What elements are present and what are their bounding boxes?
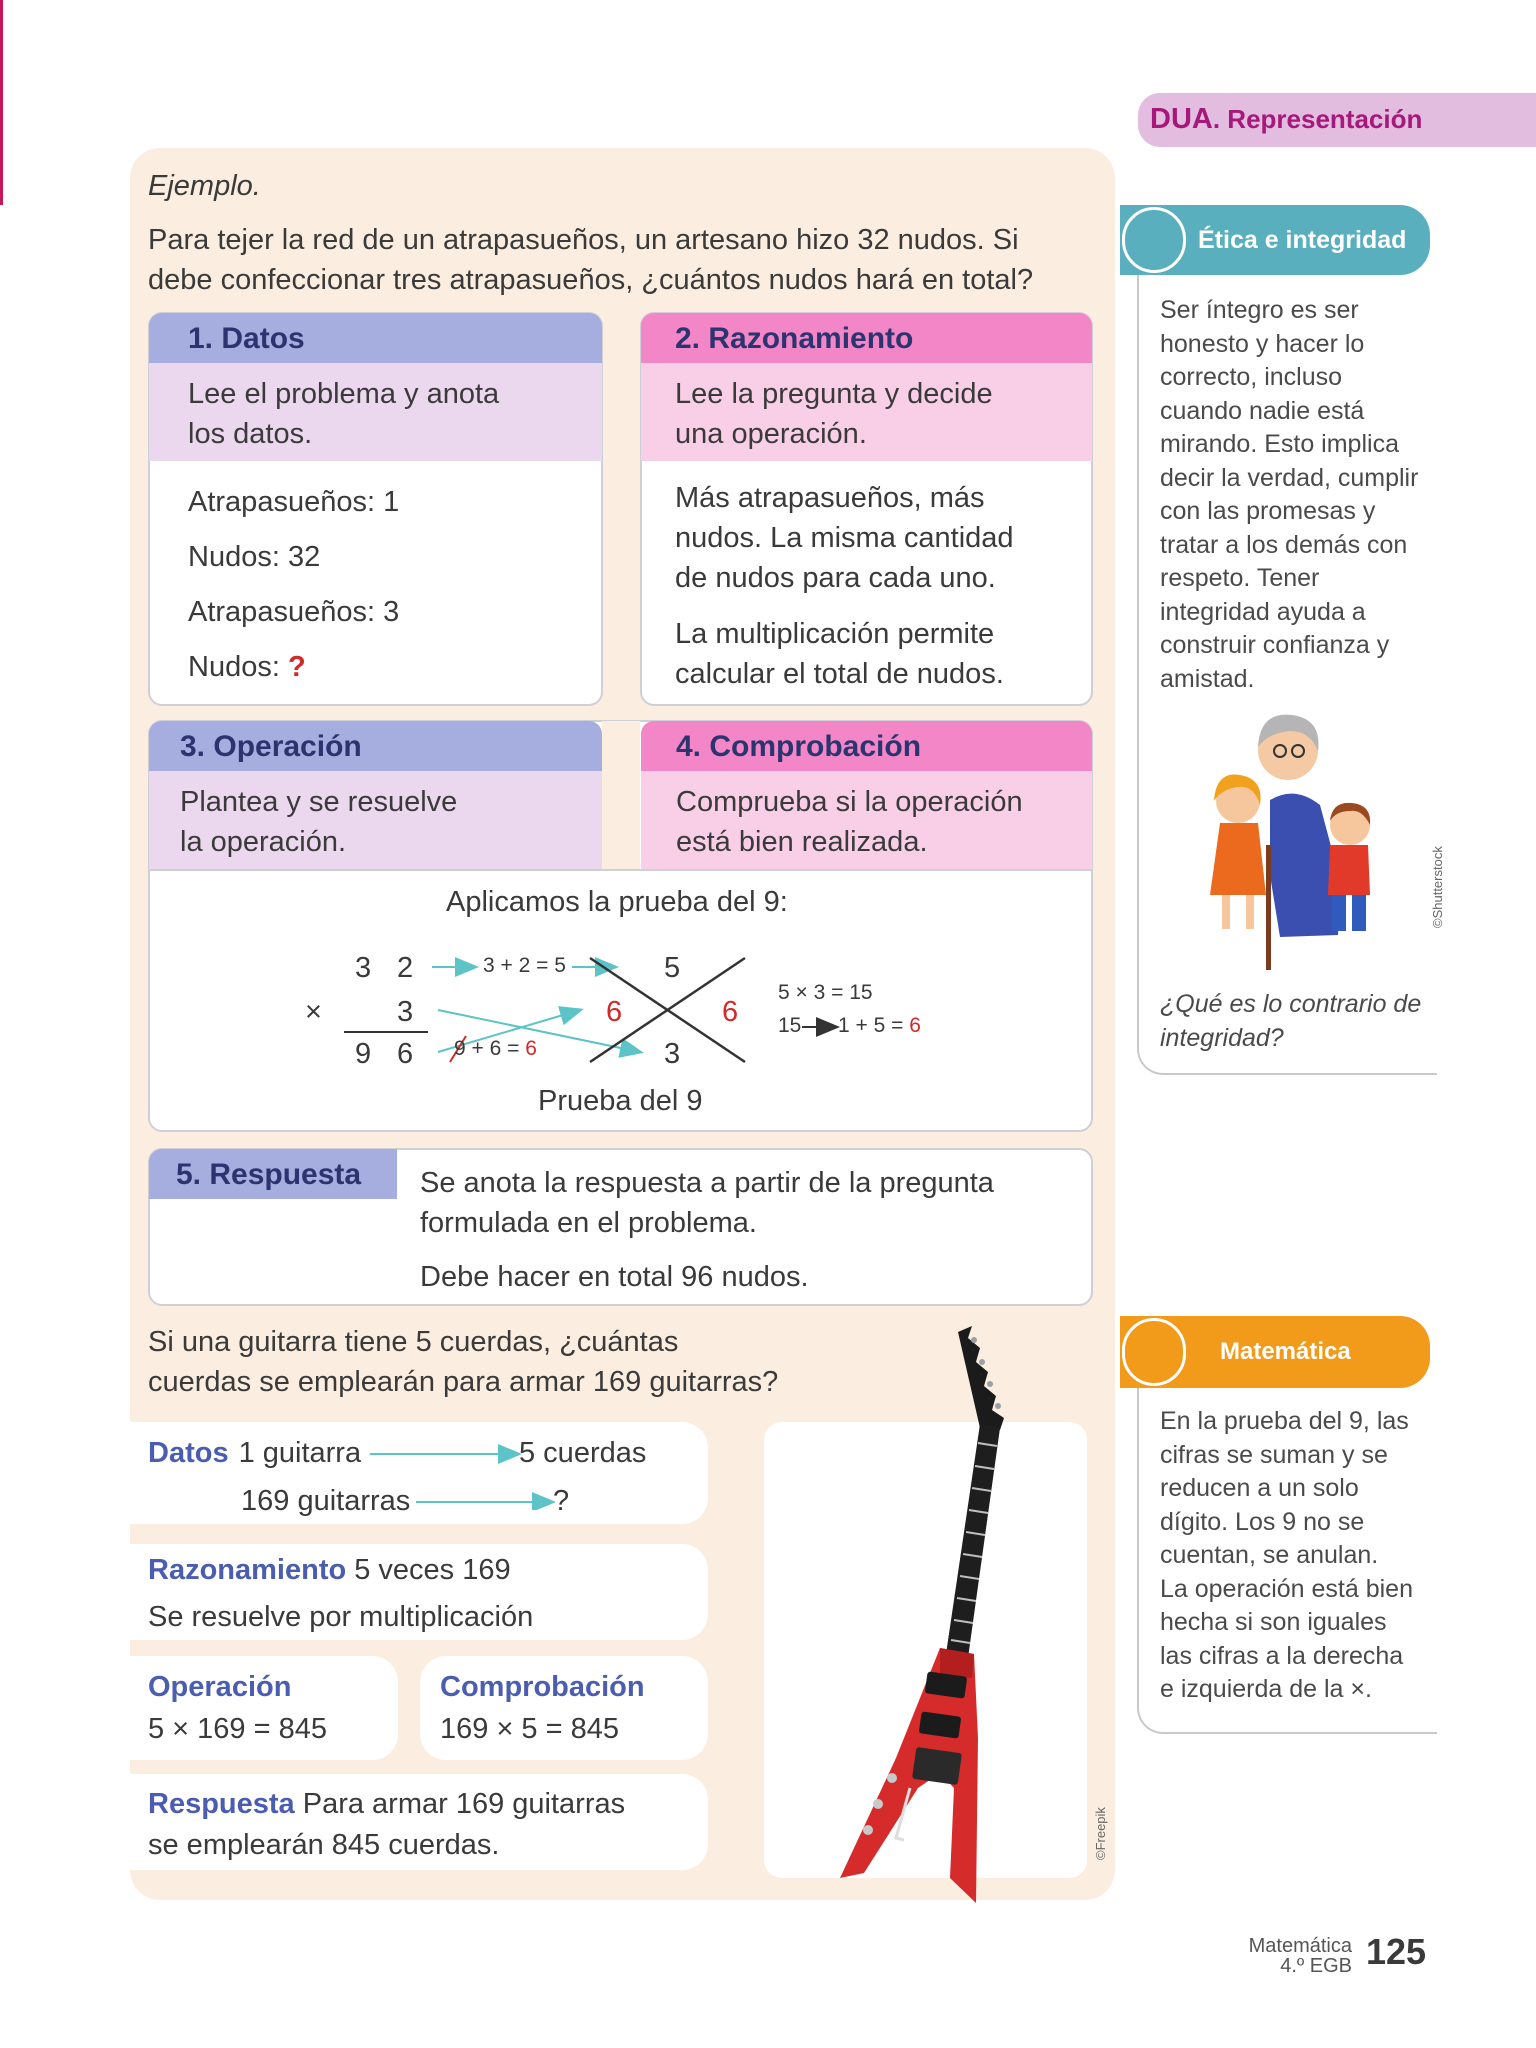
side-calc-2b: 1 + 5 = 6 xyxy=(838,1014,921,1037)
guitar-bridge xyxy=(912,1747,962,1785)
matematica-line: reducen a un solo xyxy=(1160,1474,1359,1502)
operacion-instr-1: Plantea y se resuelve xyxy=(180,786,458,818)
matematica-title: Matemática xyxy=(1220,1338,1351,1365)
respuesta-title: 5. Respuesta xyxy=(176,1158,362,1191)
etica-title: Ética e integridad xyxy=(1198,226,1407,254)
guitar-datos-line-1: Datos 1 guitarra xyxy=(148,1437,362,1469)
footer-subject-name: Matemática xyxy=(1248,1935,1352,1957)
datos-item-3: Atrapasueños: 3 xyxy=(188,596,400,628)
guitar-comprobacion-text: 169 × 5 = 845 xyxy=(440,1713,619,1745)
grandma-cane xyxy=(1266,845,1271,970)
razonamiento-instr-2: una operación. xyxy=(675,418,867,450)
respuesta-line-3: Debe hacer en total 96 nudos. xyxy=(420,1261,809,1293)
operacion-instr-2: la operación. xyxy=(180,826,347,858)
comprobacion-title: 4. Comprobación xyxy=(676,730,922,763)
guitar-comprobacion-label: Comprobación xyxy=(440,1671,645,1703)
razonamiento-p1-l2: nudos. La misma cantidad xyxy=(675,522,1014,554)
etica-line: honesto y hacer lo xyxy=(1160,329,1365,358)
times-sign: × xyxy=(305,996,322,1028)
etica-line: decir la verdad, cumplir xyxy=(1160,463,1419,492)
razonamiento-p1-l3: de nudos para cada uno. xyxy=(675,562,996,594)
guitar-illustration xyxy=(800,1318,1060,1908)
datos-instr-2: los datos. xyxy=(188,418,313,450)
etica-line: respeto. Tener xyxy=(1160,564,1320,592)
datos-item-1: Atrapasueños: 1 xyxy=(188,486,400,518)
matematica-line: cifras se suman y se xyxy=(1160,1440,1388,1469)
matematica-line: las cifras a la derecha xyxy=(1160,1641,1404,1670)
comprobacion-instr-2: está bien realizada. xyxy=(676,826,928,858)
etica-question-line: integridad? xyxy=(1160,1023,1284,1052)
matematica-text xyxy=(1160,1405,1413,1707)
etica-line: amistad. xyxy=(1160,664,1255,693)
matematica-line: En la prueba del 9, las xyxy=(1160,1407,1409,1435)
etica-line: tratar a los demás con xyxy=(1160,530,1408,559)
guitar-operacion-label: Operación xyxy=(148,1671,292,1703)
datos-item-2: Nudos: 32 xyxy=(188,541,321,573)
guitar-question-2: cuerdas se emplearán para armar 169 guitarras? xyxy=(148,1366,779,1398)
etica-line: construir confianza y xyxy=(1160,631,1390,659)
guitar-razonamiento-line-1: Razonamiento 5 veces 169 xyxy=(148,1554,511,1586)
side-calc-1: 5 × 3 = 15 xyxy=(778,981,873,1004)
problem-line-2: debe confeccionar tres atrapasueños, ¿cuántos nudos hará en total? xyxy=(148,264,1034,296)
razonamiento-p2-l2: calcular el total de nudos. xyxy=(675,658,1004,690)
matematica-line: dígito. Los 9 no se xyxy=(1160,1507,1365,1536)
digit-top-2: 2 xyxy=(397,952,414,984)
digit-res-2: 6 xyxy=(397,1038,414,1070)
etica-line: mirando. Esto implica xyxy=(1160,430,1399,458)
guitar-datos-arrows xyxy=(360,1440,560,1510)
guitar-respuesta-line-2: se emplearán 845 cuerdas. xyxy=(148,1829,500,1861)
cross-right: 6 xyxy=(722,996,739,1028)
etica-logo-icon xyxy=(1122,207,1186,273)
datos-title: 1. Datos xyxy=(188,322,305,355)
digit-mid: 3 xyxy=(397,996,414,1028)
prueba-heading: Aplicamos la prueba del 9: xyxy=(446,886,788,918)
sum-top: 3 + 2 = 5 xyxy=(483,954,566,977)
problem-line-1: Para tejer la red de un atrapasueños, un artesano hizo 32 nudos. Si xyxy=(148,224,1019,256)
comprobacion-instr-1: Comprueba si la operación xyxy=(676,786,1023,818)
prueba-caption: Prueba del 9 xyxy=(538,1085,703,1117)
razonamiento-p2-l1: La multiplicación permite xyxy=(675,618,995,650)
matematica-line: La operación está bien xyxy=(1160,1574,1413,1603)
footer-subject xyxy=(1220,1936,1352,1976)
card-divider xyxy=(149,869,1092,871)
matematica-line: cuentan, se anulan. xyxy=(1160,1541,1379,1569)
razonamiento-p1-l1: Más atrapasueños, más xyxy=(675,482,985,514)
etica-line: cuando nadie está xyxy=(1160,396,1365,425)
prueba-diagram xyxy=(280,940,920,1080)
respuesta-line-1: Se anota la respuesta a partir de la pregunta xyxy=(420,1167,994,1199)
shutterstock-credit: ©Shutterstock xyxy=(1430,846,1445,928)
cross-left: 6 xyxy=(606,996,623,1028)
guitar-operacion-text: 5 × 169 = 845 xyxy=(148,1713,327,1745)
page-number: 125 xyxy=(1366,1931,1427,1972)
guitar-datos-res-2: ? xyxy=(553,1485,570,1517)
etica-line: Ser íntegro es ser xyxy=(1160,296,1359,324)
etica-line: con las promesas y xyxy=(1160,497,1376,525)
left-edge-bar xyxy=(0,0,3,205)
grandmother-children-illustration xyxy=(1200,705,1390,975)
etica-line: integridad ayuda a xyxy=(1160,597,1366,626)
guitar-respuesta-line-1: Respuesta Para armar 169 guitarras xyxy=(148,1788,626,1820)
guitar-datos-res-1: 5 cuerdas xyxy=(519,1437,647,1469)
guitar-question-1: Si una guitarra tiene 5 cuerdas, ¿cuántas xyxy=(148,1326,679,1358)
sum-bottom: 9 + 6 = 6 xyxy=(454,1037,537,1060)
digit-top-1: 3 xyxy=(355,952,372,984)
boy-shirt xyxy=(1328,845,1370,895)
guitar-razonamiento-line-2: Se resuelve por multiplicación xyxy=(148,1601,534,1633)
operacion-title: 3. Operación xyxy=(180,730,362,763)
etica-line: correcto, incluso xyxy=(1160,363,1343,391)
freepik-credit: ©Freepik xyxy=(1093,1807,1108,1860)
side-calc-2a: 15 xyxy=(778,1014,802,1037)
razonamiento-instr-1: Lee la pregunta y decide xyxy=(675,378,993,410)
example-title: Ejemplo. xyxy=(148,170,261,202)
footer-grade: 4.º EGB xyxy=(1280,1955,1352,1977)
girl-dress xyxy=(1210,823,1266,895)
etica-text xyxy=(1160,294,1418,696)
etica-question-line: ¿Qué es lo contrario de xyxy=(1160,990,1422,1018)
guitar-headstock xyxy=(958,1326,1004,1430)
respuesta-line-2: formulada en el problema. xyxy=(420,1207,757,1239)
digit-res-1: 9 xyxy=(355,1038,372,1070)
etica-question xyxy=(1160,988,1421,1055)
datos-instr-1: Lee el problema y anota xyxy=(188,378,500,410)
dua-header-title: DUA. Representación xyxy=(1150,103,1423,135)
matematica-logo-icon xyxy=(1122,1318,1186,1386)
matematica-line: hecha si son iguales xyxy=(1160,1608,1387,1636)
razonamiento-title: 2. Razonamiento xyxy=(675,322,914,355)
guitar-datos-line-2: 169 guitarras xyxy=(241,1485,411,1517)
matematica-line: e izquierda de la ×. xyxy=(1160,1675,1372,1703)
cross-bottom: 3 xyxy=(664,1038,681,1070)
card-gap xyxy=(602,721,640,869)
cross-top: 5 xyxy=(664,952,681,984)
datos-item-4: Nudos: ? xyxy=(188,651,306,683)
